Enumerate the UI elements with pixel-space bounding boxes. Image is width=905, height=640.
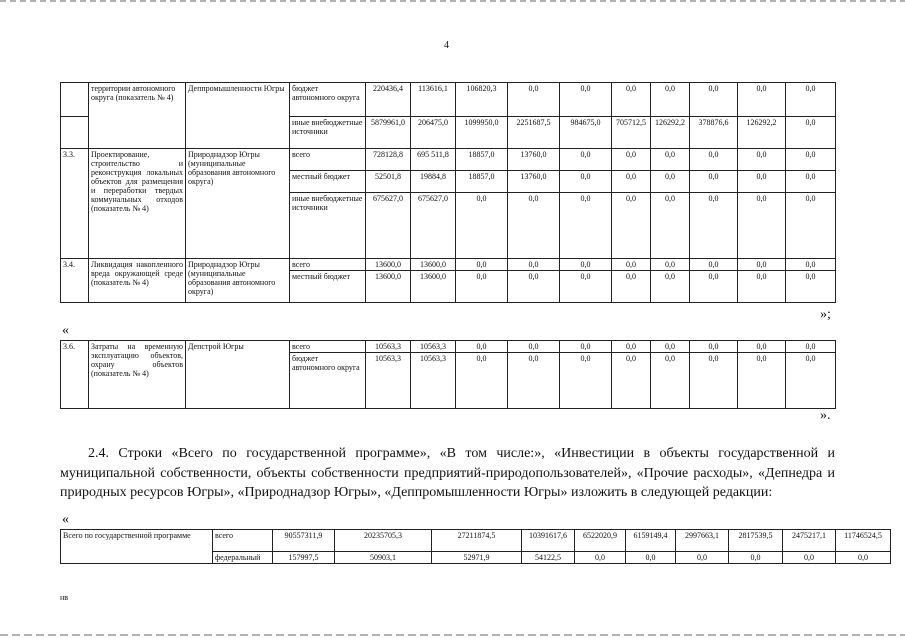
table-row	[61, 149, 836, 171]
value-cell: 2251687,5	[508, 117, 560, 149]
paragraph-text: 2.4. Строки «Всего по государственной программе», «В том числе:», «Инвестиции в объекты государственной и муниципальной собственности, объекты собственности предприятий-природопользователей», «Прочие расходы», «Депнедра и природных ресурсов Югры», «Природнадзор Югры», «Деппромышленности Югры» изложить в следующей редакции:	[60, 446, 835, 500]
funding-source: бюджет автономного округа	[290, 353, 366, 409]
value-cell: 10563,3	[366, 341, 411, 353]
funding-source: иные внебюджетные источники	[290, 117, 366, 149]
value-cell: 1099950,0	[456, 117, 508, 149]
value-cell: 0,0	[560, 171, 612, 193]
value-cell: 0,0	[738, 259, 786, 271]
value-cell: 0,0	[651, 259, 690, 271]
page-number: 4	[444, 40, 449, 51]
value-cell: 126292,2	[651, 117, 690, 149]
value-cell: 0,0	[651, 149, 690, 171]
value-cell: 0,0	[456, 271, 508, 303]
value-cell: 220436,4	[366, 83, 411, 117]
value-cell: 0,0	[786, 271, 836, 303]
budget-table-top	[60, 82, 836, 303]
funding-source: всего	[290, 341, 366, 353]
scan-edge-top	[0, 0, 905, 2]
value-cell: 0,0	[612, 149, 651, 171]
table-row	[61, 341, 836, 353]
table-row	[61, 259, 836, 271]
value-cell: 113616,1	[411, 83, 456, 117]
value-cell: 0,0	[690, 353, 738, 409]
value-cell: 0,0	[786, 171, 836, 193]
funding-source: местный бюджет	[290, 171, 366, 193]
value-cell: 13600,0	[411, 271, 456, 303]
value-cell: 2817539,5	[729, 530, 783, 552]
value-cell: 54122,5	[522, 552, 575, 564]
value-cell: 0,0	[651, 171, 690, 193]
row-number: 3.3.	[61, 149, 89, 259]
value-cell: 19884,8	[411, 171, 456, 193]
program-total-table	[60, 529, 891, 564]
value-cell: 0,0	[560, 271, 612, 303]
value-cell: 0,0	[508, 271, 560, 303]
value-cell: 0,0	[690, 271, 738, 303]
value-cell: 52971,9	[432, 552, 522, 564]
value-cell: 0,0	[690, 341, 738, 353]
measure-name: Затраты на временную эксплуатацию объектов, охрану объектов (показатель № 4)	[89, 341, 186, 409]
value-cell: 2475217,1	[783, 530, 836, 552]
value-cell: 0,0	[786, 149, 836, 171]
value-cell: 0,0	[560, 259, 612, 271]
value-cell: 695 511,8	[411, 149, 456, 171]
value-cell: 0,0	[456, 259, 508, 271]
value-cell: 0,0	[612, 83, 651, 117]
value-cell: 0,0	[612, 353, 651, 409]
funding-source: федеральный	[213, 552, 273, 564]
funding-source: местный бюджет	[290, 271, 366, 303]
value-cell: 0,0	[786, 117, 836, 149]
value-cell: 10563,3	[411, 353, 456, 409]
row-number: 3.4.	[61, 259, 89, 303]
executor: Деппромышленности Югры	[186, 83, 290, 149]
value-cell: 0,0	[612, 193, 651, 259]
value-cell: 11746524,5	[836, 530, 891, 552]
scan-edge-bottom	[0, 634, 905, 636]
value-cell: 10563,3	[411, 341, 456, 353]
value-cell: 5879961,0	[366, 117, 411, 149]
value-cell: 0,0	[508, 193, 560, 259]
value-cell: 0,0	[560, 149, 612, 171]
funding-source: всего	[290, 149, 366, 171]
closing-quote: »;	[820, 307, 831, 322]
value-cell: 0,0	[560, 193, 612, 259]
row-number	[61, 117, 89, 149]
value-cell: 675627,0	[366, 193, 411, 259]
executor: Природнадзор Югры (муниципальные образования автономного округа)	[186, 149, 290, 259]
value-cell: 18857,0	[456, 149, 508, 171]
executor: Депстрой Югры	[186, 341, 290, 409]
value-cell: 0,0	[612, 171, 651, 193]
value-cell: 90557311,9	[273, 530, 335, 552]
value-cell: 0,0	[651, 353, 690, 409]
value-cell: 0,0	[738, 193, 786, 259]
row-number: 3.6.	[61, 341, 89, 409]
value-cell: 13760,0	[508, 171, 560, 193]
value-cell: 0,0	[738, 83, 786, 117]
value-cell: 675627,0	[411, 193, 456, 259]
measure-name: Проектирование, строительство и реконструкция локальных объектов для размещения и переработки твердых коммунальных отходов (показатель № 4)	[89, 149, 186, 259]
row-title: Всего по государственной программе	[61, 530, 213, 564]
value-cell: 0,0	[626, 552, 676, 564]
value-cell: 378876,6	[690, 117, 738, 149]
value-cell: 0,0	[508, 341, 560, 353]
executor: Природнадзор Югры (муниципальные образования автономного округа)	[186, 259, 290, 303]
value-cell: 0,0	[738, 341, 786, 353]
value-cell: 206475,0	[411, 117, 456, 149]
value-cell: 0,0	[836, 552, 891, 564]
amendment-paragraph	[60, 444, 835, 503]
value-cell: 0,0	[651, 193, 690, 259]
value-cell: 0,0	[786, 83, 836, 117]
value-cell: 0,0	[508, 353, 560, 409]
value-cell: 0,0	[560, 341, 612, 353]
value-cell: 0,0	[738, 149, 786, 171]
value-cell: 106820,3	[456, 83, 508, 117]
value-cell: 6159149,4	[626, 530, 676, 552]
value-cell: 10391617,6	[522, 530, 575, 552]
value-cell: 13600,0	[366, 259, 411, 271]
value-cell: 2997663,1	[676, 530, 729, 552]
value-cell: 52501,8	[366, 171, 411, 193]
value-cell: 0,0	[612, 341, 651, 353]
value-cell: 126292,2	[738, 117, 786, 149]
value-cell: 0,0	[786, 341, 836, 353]
funding-source: бюджет автономного округа	[290, 83, 366, 117]
funding-source: всего	[213, 530, 273, 552]
value-cell: 0,0	[690, 149, 738, 171]
value-cell: 0,0	[456, 353, 508, 409]
value-cell: 0,0	[560, 353, 612, 409]
value-cell: 984675,0	[560, 117, 612, 149]
value-cell: 0,0	[456, 193, 508, 259]
value-cell: 0,0	[612, 259, 651, 271]
value-cell: 0,0	[783, 552, 836, 564]
value-cell: 13600,0	[366, 271, 411, 303]
value-cell: 0,0	[651, 83, 690, 117]
funding-source: иные внебюджетные источники	[290, 193, 366, 259]
value-cell: 0,0	[676, 552, 729, 564]
funding-source: всего	[290, 259, 366, 271]
row-number	[61, 83, 89, 117]
measure-name: территории автономного округа (показатель № 4)	[89, 83, 186, 149]
value-cell: 0,0	[651, 271, 690, 303]
budget-table-middle	[60, 340, 836, 409]
value-cell: 0,0	[729, 552, 783, 564]
value-cell: 705712,5	[612, 117, 651, 149]
value-cell: 0,0	[508, 83, 560, 117]
value-cell: 13600,0	[411, 259, 456, 271]
table-row	[61, 530, 891, 552]
value-cell: 0,0	[738, 171, 786, 193]
table-row	[61, 83, 836, 117]
value-cell: 0,0	[786, 193, 836, 259]
opening-quote: «	[62, 512, 69, 527]
value-cell: 0,0	[456, 341, 508, 353]
value-cell: 157997,5	[273, 552, 335, 564]
value-cell: 0,0	[738, 353, 786, 409]
value-cell: 0,0	[690, 193, 738, 259]
value-cell: 50903,1	[335, 552, 432, 564]
value-cell: 6522020,9	[575, 530, 626, 552]
value-cell: 0,0	[612, 271, 651, 303]
value-cell: 18857,0	[456, 171, 508, 193]
value-cell: 0,0	[690, 259, 738, 271]
value-cell: 0,0	[508, 259, 560, 271]
value-cell: 13760,0	[508, 149, 560, 171]
value-cell: 10563,3	[366, 353, 411, 409]
author-initials: нв	[60, 593, 69, 602]
value-cell: 0,0	[786, 259, 836, 271]
value-cell: 0,0	[690, 83, 738, 117]
value-cell: 0,0	[738, 271, 786, 303]
value-cell: 0,0	[575, 552, 626, 564]
value-cell: 0,0	[786, 353, 836, 409]
value-cell: 0,0	[651, 341, 690, 353]
value-cell: 728128,8	[366, 149, 411, 171]
opening-quote: «	[62, 323, 69, 338]
closing-quote: ».	[820, 408, 831, 423]
measure-name: Ликвидация накопленного вреда окружающей среде (показатель № 4)	[89, 259, 186, 303]
value-cell: 0,0	[690, 171, 738, 193]
value-cell: 0,0	[560, 83, 612, 117]
value-cell: 20235705,3	[335, 530, 432, 552]
value-cell: 27211874,5	[432, 530, 522, 552]
